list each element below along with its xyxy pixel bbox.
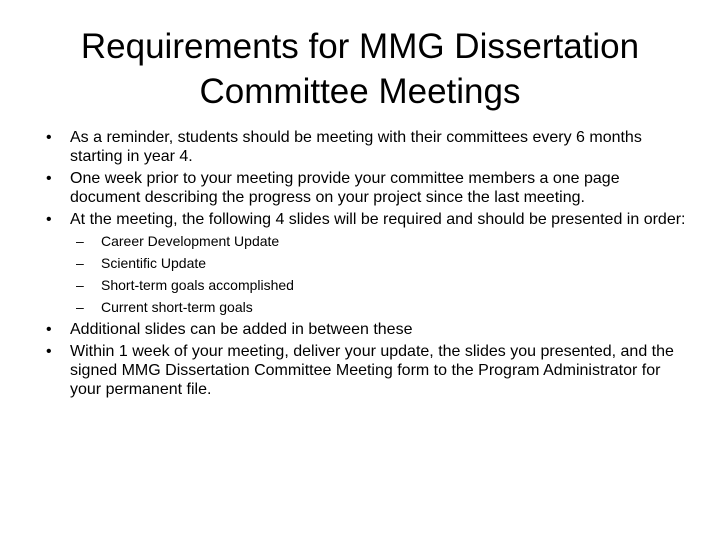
dash-marker: – (76, 299, 84, 315)
dash-marker: – (76, 233, 84, 249)
bullet-list (42, 128, 692, 402)
sub-bullet-text: Current short-term goals (101, 299, 253, 315)
bullet-text: One week prior to your meeting provide your committee members a one page document describing the progress on your project since the last meeting. (70, 170, 620, 206)
bullet-marker: • (46, 321, 52, 338)
bullet-text: At the meeting, the following 4 slides will be required and should be presented in order: (70, 211, 686, 228)
bullet-item (42, 210, 692, 316)
bullet-item (42, 320, 692, 339)
bullet-item (42, 342, 692, 399)
dash-marker: – (76, 277, 84, 293)
bullet-marker: • (46, 211, 52, 228)
sub-bullet-item (70, 276, 692, 294)
bullet-item (42, 169, 692, 207)
sub-bullet-list (70, 232, 692, 316)
sub-bullet-text: Career Development Update (101, 233, 280, 249)
sub-bullet-item (70, 254, 692, 272)
sub-bullet-text: Short-term goals accomplished (101, 277, 294, 293)
bullet-text: As a reminder, students should be meeting with their committees every 6 months starting in year 4. (70, 129, 642, 165)
sub-bullet-text: Scientific Update (101, 255, 207, 271)
sub-bullet-item (70, 298, 692, 316)
bullet-item (42, 128, 692, 166)
bullet-marker: • (46, 343, 52, 360)
bullet-text: Additional slides can be added in between these (70, 321, 413, 338)
bullet-marker: • (46, 170, 52, 187)
dash-marker: – (76, 255, 84, 271)
sub-bullet-item (70, 232, 692, 250)
bullet-text: Within 1 week of your meeting, deliver your update, the slides you presented, and the signed MMG Dissertation Committee Meeting form to the Program Administrator for your permanent file. (70, 343, 674, 398)
bullet-marker: • (46, 129, 52, 146)
slide-title: Requirements for MMG Dissertation Committee Meetings (80, 27, 640, 111)
